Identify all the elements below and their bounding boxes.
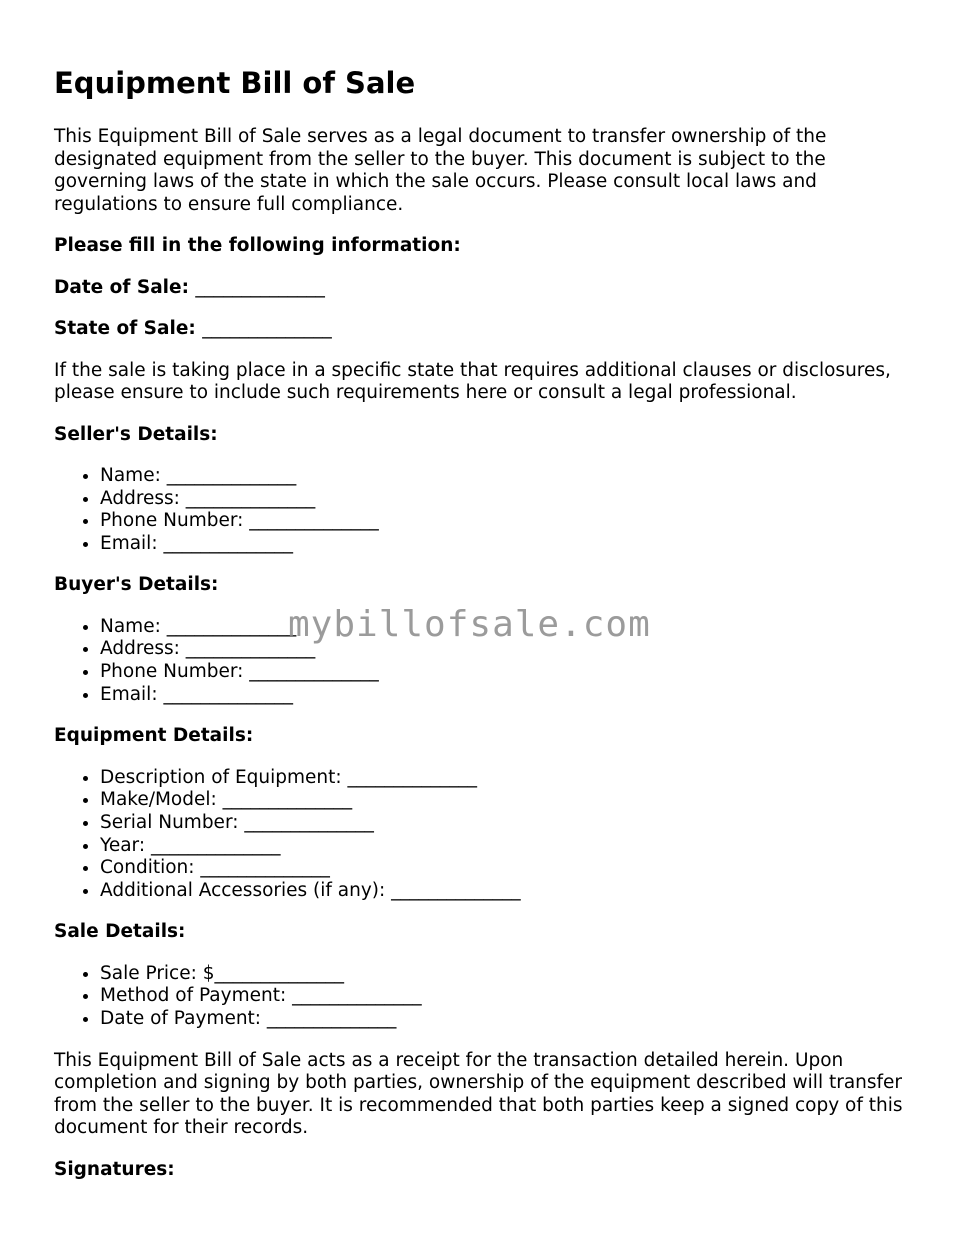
state-of-sale-field xyxy=(54,318,924,341)
seller-list xyxy=(54,465,924,555)
list-item: • Email: ______________ xyxy=(100,533,924,556)
list-item: • Serial Number: ______________ xyxy=(100,812,924,835)
closing-paragraph: This Equipment Bill of Sale acts as a receipt for the transaction detailed herein. Upon completion and signing by both parties, ownership of the equipment described will transfer from the seller to the buyer. It is recommended that both parties keep a signed copy of this document for their records. xyxy=(54,1049,903,1139)
list-item: • Name: ______________ xyxy=(100,465,924,488)
list-item: • Address: ______________ xyxy=(100,488,924,511)
equipment-heading: Equipment Details: xyxy=(54,725,254,747)
page-title: Equipment Bill of Sale xyxy=(54,66,416,100)
sale-list xyxy=(54,963,924,1031)
list-item: • Year: ______________ xyxy=(100,835,924,858)
list-item: • Make/Model: ______________ xyxy=(100,789,924,812)
watermark: mybillofsale.com xyxy=(288,604,651,645)
buyer-heading: Buyer's Details: xyxy=(54,574,219,596)
list-item: • Phone Number: ______________ xyxy=(100,510,924,533)
state-of-sale-blank: ______________ xyxy=(202,318,332,339)
list-item: • Address: ______________ xyxy=(100,638,924,661)
state-of-sale-label: State of Sale: xyxy=(54,318,196,339)
list-item: • Method of Payment: ______________ xyxy=(100,985,924,1008)
signatures-heading: Signatures: xyxy=(54,1158,175,1180)
date-of-sale-field xyxy=(54,277,924,300)
state-note: If the sale is taking place in a specific state that requires additional clauses or disclosures, please ensure to include such requirements here or consult a legal professional. xyxy=(54,359,891,403)
seller-heading: Seller's Details: xyxy=(54,423,218,445)
list-item: • Name: ______________ xyxy=(100,616,924,639)
fill-prompt: Please fill in the following information: xyxy=(54,235,461,256)
list-item: • Sale Price: $______________ xyxy=(100,963,924,986)
date-of-sale-label: Date of Sale: xyxy=(54,276,189,298)
list-item: • Email: ______________ xyxy=(100,684,924,707)
sale-heading: Sale Details: xyxy=(54,921,186,943)
intro-paragraph: This Equipment Bill of Sale serves as a legal document to transfer ownership of the designated equipment from the seller to the buyer. This document is subject to the governing laws of the state in which the sale occurs. Please consult local laws and regulations to ensure full compliance. xyxy=(54,126,827,215)
list-item: • Additional Accessories (if any): ______________ xyxy=(100,880,924,903)
list-item: • Date of Payment: ______________ xyxy=(100,1008,924,1031)
list-item: • Phone Number: ______________ xyxy=(100,661,924,684)
list-item: • Condition: ______________ xyxy=(100,857,924,880)
list-item: • Description of Equipment: ______________ xyxy=(100,767,924,790)
date-of-sale-blank: ______________ xyxy=(195,276,325,298)
equipment-list xyxy=(54,767,924,903)
